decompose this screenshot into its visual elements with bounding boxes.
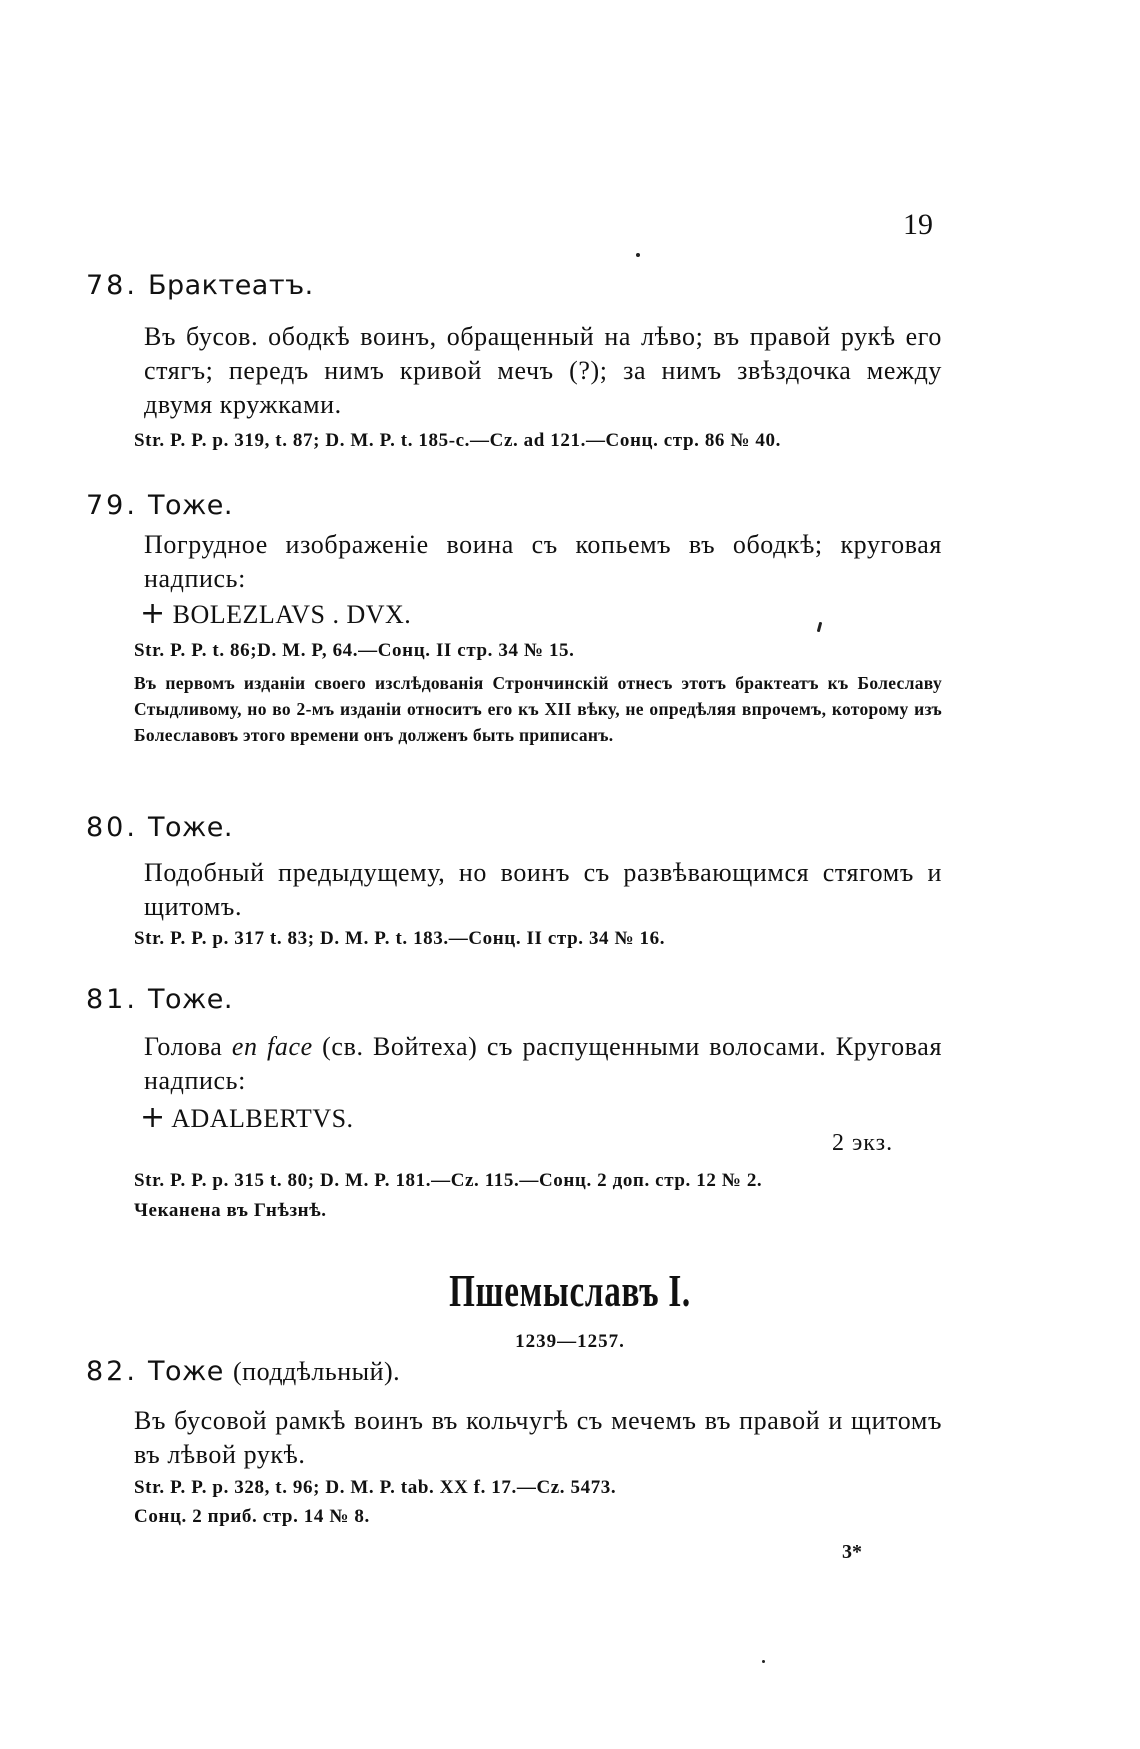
entry-82-heading: [86, 1356, 400, 1387]
print-speck: [762, 1660, 765, 1663]
page-number: 19: [903, 208, 933, 241]
entry-78-description: Въ бусов. ободкѣ воинъ, обращенный на лѣво; въ правой рукѣ его стягъ; передъ нимъ кривой мечъ (?); за нимъ звѣздочка между двумя кружками.: [144, 322, 942, 419]
entry-81-mint-note: Чеканена въ Гнѣзнѣ.: [134, 1200, 327, 1221]
entry-title: Тоже: [147, 1356, 224, 1387]
entry-78-heading: [86, 270, 314, 301]
entry-80-description: Подобный предыдущему, но воинъ съ развѣвающимся стягомъ и щитомъ.: [144, 858, 942, 921]
cross-symbol: +: [140, 596, 166, 631]
signature-mark: 3*: [842, 1541, 862, 1563]
entry-title: Брактеатъ.: [147, 270, 314, 301]
italic-phrase: en face: [231, 1032, 313, 1061]
entry-81-description: [144, 1030, 942, 1098]
entry-number: 81.: [86, 984, 138, 1015]
entry-81-legend: [140, 1100, 354, 1135]
entry-82-reference-2: Сонц. 2 приб. стр. 14 № 8.: [134, 1506, 370, 1527]
entry-number: 78.: [86, 270, 138, 301]
copies-count: 2 экз.: [832, 1130, 894, 1156]
legend-text: BOLEZLAVS . DVX.: [172, 600, 412, 629]
entry-79-description: Погрудное изображеніе воина съ копьемъ въ ободкѣ; круговая надпись:: [144, 530, 942, 593]
entry-title: Тоже.: [147, 812, 233, 843]
legend-text: ADALBERTVS.: [171, 1104, 354, 1133]
ruler-title: Пшемыславъ I.: [449, 1265, 691, 1316]
entry-78-reference: Str. P. P. p. 319, t. 87; D. M. P. t. 185-c.—Cz. ad 121.—Сонц. стр. 86 № 40.: [134, 430, 781, 451]
entry-79-heading: [86, 490, 233, 521]
cross-symbol: +: [140, 1100, 166, 1135]
entry-80-reference: Str. P. P. p. 317 t. 83; D. M. P. t. 183.—Сонц. II стр. 34 № 16.: [134, 928, 666, 949]
entry-82-description: Въ бусовой рамкѣ воинъ въ кольчугѣ съ мечемъ въ правой и щитомъ въ лѣвой рукѣ.: [134, 1406, 942, 1469]
entry-number: 79.: [86, 490, 138, 521]
entry-79-legend: [140, 596, 411, 631]
entry-title: Тоже.: [147, 984, 233, 1015]
entry-title-suffix: (поддѣльный).: [233, 1357, 401, 1386]
text-part: Голова: [144, 1032, 232, 1061]
entry-79-reference: Str. P. P. t. 86;D. M. P, 64.—Сонц. II стр. 34 № 15.: [134, 640, 575, 661]
entry-number: 82.: [86, 1356, 138, 1387]
entry-82-reference: Str. P. P. p. 328, t. 96; D. M. P. tab. XX f. 17.—Cz. 5473.: [134, 1477, 617, 1498]
entry-81-reference: Str. P. P. p. 315 t. 80; D. M. P. 181.—Cz. 115.—Сонц. 2 доп. стр. 12 № 2.: [134, 1170, 763, 1191]
entry-80-heading: [86, 812, 233, 843]
ruler-dates: 1239—1257.: [515, 1331, 625, 1352]
entry-81-heading: [86, 984, 233, 1015]
print-speck: [636, 253, 640, 257]
entry-79-footnote: Въ первомъ изданіи своего изслѣдованія Стрончинскій отнесъ этотъ брактеатъ къ Болеславу Стыдливому, но во 2-мъ изданіи относитъ его къ XII вѣку, не опредѣляя впрочемъ, которому изъ Болеславовъ этого времени онъ долженъ быть приписанъ.: [134, 673, 942, 745]
entry-title: Тоже.: [147, 490, 233, 521]
entry-number: 80.: [86, 812, 138, 843]
print-speck: [817, 622, 822, 632]
text-part: (св. Войтеха) съ распущенными волосами. Круговая надпись:: [144, 1032, 942, 1095]
